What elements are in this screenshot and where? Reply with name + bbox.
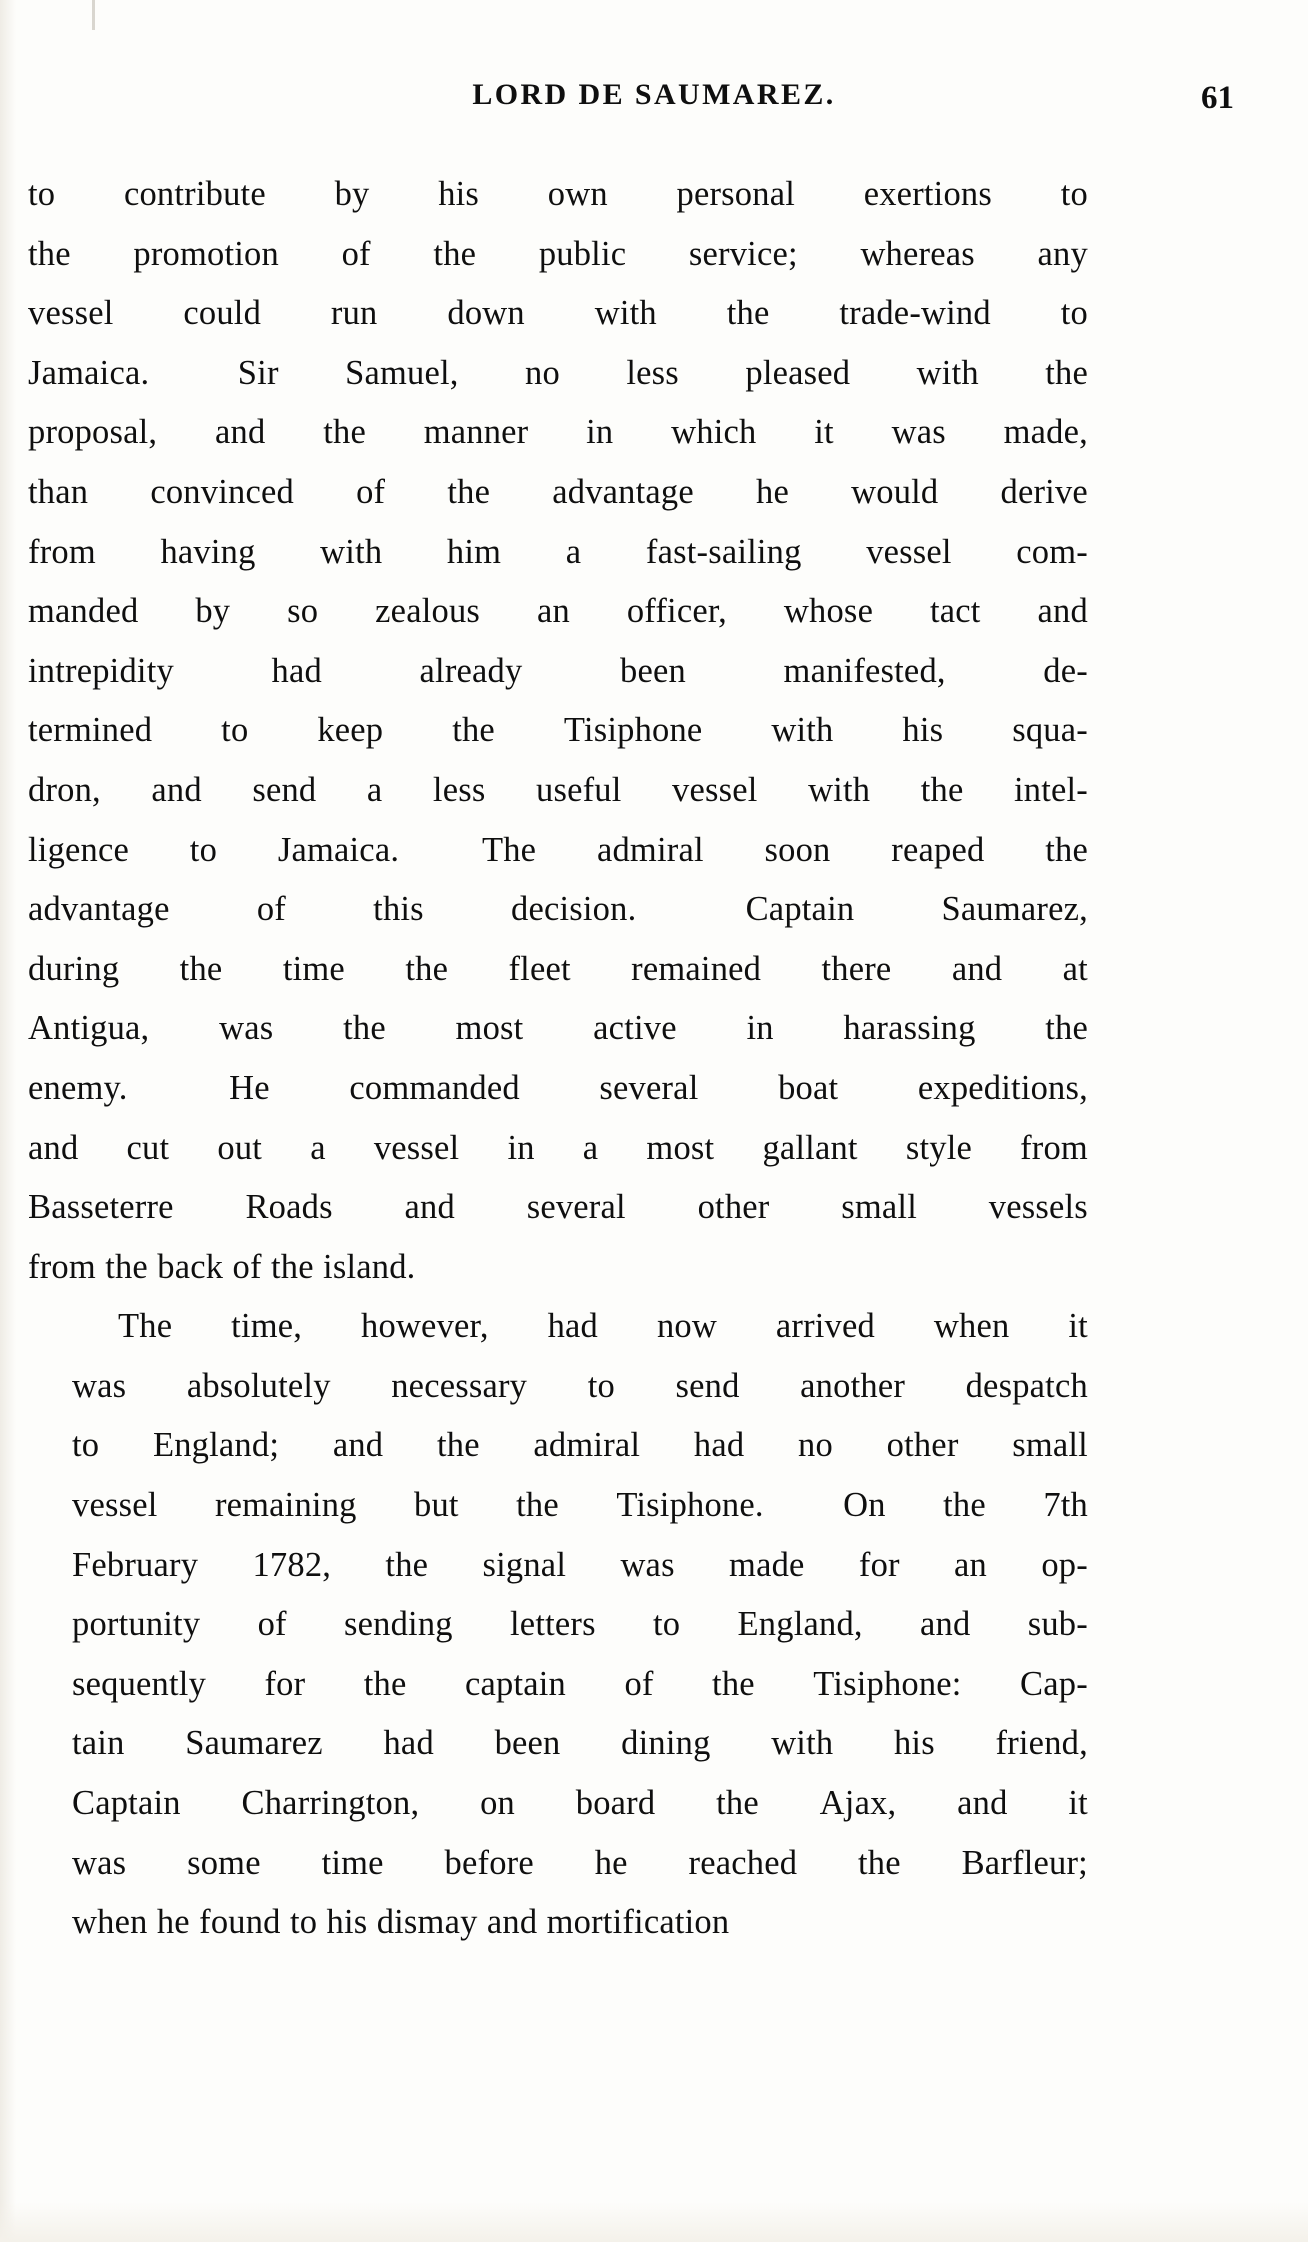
paragraph — [28, 1297, 1088, 1953]
text-line: was absolutely necessary to send another despatch — [72, 1366, 1088, 1405]
text-line: vessel remaining but the Tisiphone. On the 7th — [72, 1486, 1088, 1525]
text-line: tain Saumarez had been dining with his friend, — [72, 1724, 1088, 1763]
text-line: Captain Charrington, on board the Ajax, and it — [72, 1784, 1088, 1823]
text-line: The time, however, had now arrived when it — [118, 1307, 1088, 1346]
text-line: to England; and the admiral had no other small — [72, 1426, 1088, 1465]
text-line: from having with him a fast-sailing vessel com- — [28, 532, 1088, 571]
text-line: vessel could run down with the trade-wind to — [28, 294, 1088, 333]
scan-edge-shadow-left — [0, 0, 16, 2242]
paragraph — [28, 165, 1088, 1297]
text-line: manded by so zealous an officer, whose tact and — [28, 592, 1088, 631]
scan-edge-shadow-bottom — [0, 2202, 1308, 2242]
page-header — [0, 78, 1308, 118]
text-line: ligence to Jamaica. The admiral soon reaped the — [28, 830, 1088, 869]
text-line: was some time before he reached the Barfleur; — [72, 1843, 1088, 1882]
text-line: to contribute by his own personal exertions to — [28, 175, 1088, 213]
text-line: from the back of the island. — [28, 1247, 416, 1286]
text-line: during the time the fleet remained there and at — [28, 949, 1088, 988]
running-head: LORD DE SAUMAREZ. — [472, 78, 836, 111]
text-line: Jamaica. Sir Samuel, no less pleased with the — [28, 353, 1088, 392]
text-line: intrepidity had already been manifested, de- — [28, 651, 1088, 690]
text-line: proposal, and the manner in which it was made, — [28, 413, 1088, 452]
text-line: advantage of this decision. Captain Saumarez, — [28, 890, 1088, 929]
page-number: 61 — [1201, 80, 1234, 116]
text-line: the promotion of the public service; whereas any — [28, 234, 1088, 273]
text-line: and cut out a vessel in a most gallant style from — [28, 1128, 1088, 1167]
text-line: portunity of sending letters to England, and sub- — [72, 1605, 1088, 1644]
text-line: February 1782, the signal was made for an op- — [72, 1545, 1088, 1584]
body-text — [28, 165, 1088, 1953]
text-line: dron, and send a less useful vessel with the intel- — [28, 770, 1088, 809]
text-line: Antigua, was the most active in harassing the — [28, 1009, 1088, 1048]
text-line: Basseterre Roads and several other small vessels — [28, 1188, 1088, 1227]
text-line: enemy. He commanded several boat expeditions, — [28, 1068, 1088, 1107]
text-line: sequently for the captain of the Tisiphone: Cap- — [72, 1664, 1088, 1703]
text-line: when he found to his dismay and mortification — [72, 1903, 730, 1942]
text-line: termined to keep the Tisiphone with his squa- — [28, 711, 1088, 750]
scan-edge-tick — [92, 0, 95, 30]
text-line: than convinced of the advantage he would derive — [28, 472, 1088, 511]
